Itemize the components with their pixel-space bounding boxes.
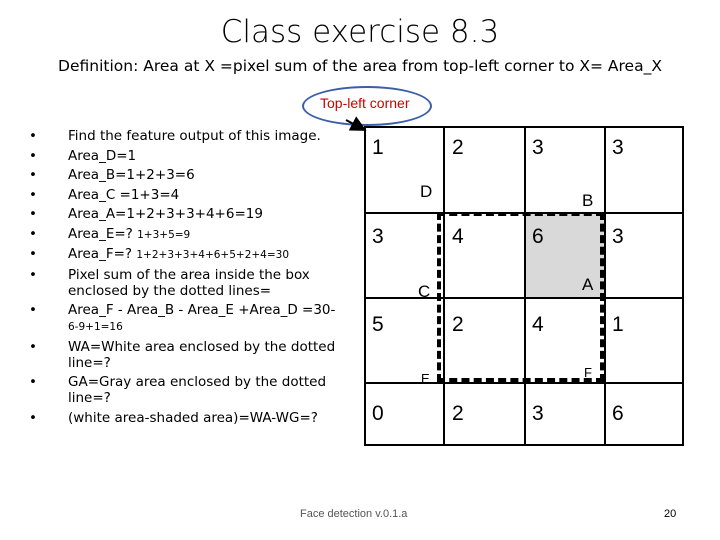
grid-cell-value: 0 <box>372 402 384 425</box>
grid-cell-value: 2 <box>452 136 464 159</box>
grid-cell-value: 2 <box>452 313 464 336</box>
grid-cell-value: 1 <box>372 136 384 159</box>
corner-label-e: E <box>421 371 430 386</box>
grid-cell-value: 2 <box>452 402 464 425</box>
slide-title: Class exercise 8.3 <box>220 14 500 50</box>
bullet-item: • Area_C =1+3=4 <box>22 187 362 203</box>
grid-cell-value: 3 <box>612 136 624 159</box>
corner-label-c: C <box>418 282 431 301</box>
top-left-corner-callout: Top-left corner <box>320 95 410 111</box>
grid-cell-value: 3 <box>532 136 544 159</box>
grid-cell-value: 4 <box>452 225 464 248</box>
bullet-item: • Area_E=? 1+3+5=9 <box>22 226 362 243</box>
bullet-item: • Area_F - Area_B - Area_E +Area_D =30- 6-9+1=16 <box>22 302 362 335</box>
grid-cell-value: 4 <box>532 313 544 336</box>
bullet-item: • Pixel sum of the area inside the box enclosed by the dotted lines= <box>22 267 362 299</box>
corner-label-a: A <box>582 275 594 294</box>
bullet-item: • Area_D=1 <box>22 148 362 164</box>
grid-line <box>364 382 684 384</box>
bullet-item: • WA=White area enclosed by the dotted line=? <box>22 339 362 371</box>
exercise-bullet-list <box>22 128 362 429</box>
corner-label-d: D <box>420 182 433 201</box>
page-number: 20 <box>664 508 677 520</box>
bullet-item: • Area_A=1+2+3+3+4+6=19 <box>22 206 362 222</box>
grid-cell-value: 3 <box>532 402 544 425</box>
grid-cell-value: 3 <box>612 225 624 248</box>
grid-cell-value: 3 <box>372 225 384 248</box>
grid-cell-value: 1 <box>612 313 624 336</box>
footer-text: Face detection v.0.1.a <box>300 508 408 520</box>
grid-line <box>604 126 606 446</box>
bullet-item: • (white area-shaded area)=WA-WG=? <box>22 410 362 426</box>
corner-label-b: B <box>582 191 594 210</box>
bullet-item: • Find the feature output of this image. <box>22 128 362 144</box>
corner-label-f: F <box>584 365 592 380</box>
grid-cell-value: 5 <box>372 313 384 336</box>
bullet-item: • Area_F=? 1+2+3+3+4+6+5+2+4=30 <box>22 246 362 263</box>
grid-cell-value: 6 <box>612 402 624 425</box>
bullet-item: • Area_B=1+2+3=6 <box>22 167 362 183</box>
grid-cell-value: 6 <box>532 225 544 248</box>
definition-text: Definition: Area at X =pixel sum of the area from top-left corner to X= Area_X <box>58 57 662 75</box>
bullet-item: • GA=Gray area enclosed by the dotted line=? <box>22 374 362 406</box>
